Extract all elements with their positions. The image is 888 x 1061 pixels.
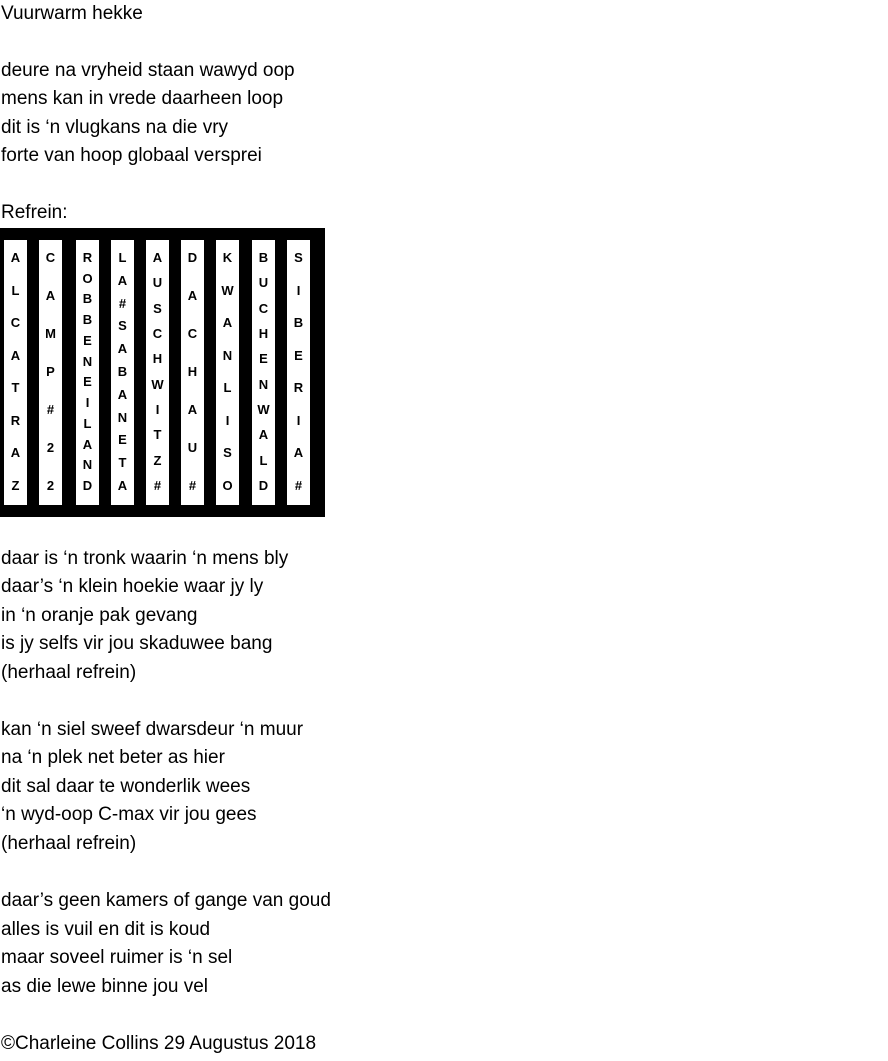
gate-bar: [216, 240, 239, 505]
gate-bar-letter: 2: [46, 440, 55, 455]
stanza-line: kan ‘n siel sweef dwarsdeur ‘n muur: [1, 719, 304, 740]
stanza-line: daar’s geen kamers of gange van goud: [1, 890, 331, 911]
gate-bar-letter: I: [155, 402, 160, 417]
poem-title: Vuurwarm hekke: [1, 3, 143, 24]
gate-bar-letter: E: [83, 374, 92, 390]
stanza-line: deure na vryheid staan wawyd oop: [1, 60, 295, 81]
gate-bar-letter: N: [117, 409, 128, 425]
gate-bar-letter: W: [151, 376, 164, 392]
gate-bar-letter: A: [117, 386, 128, 402]
gate-bar-letter: #: [46, 402, 55, 417]
gate-bar-letter: A: [82, 436, 93, 452]
gate-bar-letter: A: [258, 427, 269, 443]
gate-bar-letter: K: [222, 250, 233, 265]
gate-bar-letter: E: [294, 347, 303, 363]
gate-bar-letter: A: [117, 478, 128, 493]
gate-bar-letter: A: [152, 250, 163, 265]
gate-graphic: [0, 228, 325, 517]
gate-bar-letter: A: [187, 402, 198, 417]
stanza-line: maar soveel ruimer is ‘n sel: [1, 947, 233, 968]
repeat-refrain-note: (herhaal refrein): [1, 662, 137, 683]
gate-bar-letter: T: [11, 380, 20, 396]
stanza-line: daar is ‘n tronk waarin ‘n mens bly: [1, 548, 289, 569]
stanza-line: dit sal daar te wonderlik wees: [1, 776, 251, 797]
gate-bar-letter: D: [82, 478, 93, 493]
gate-bar-letter: A: [10, 445, 21, 461]
gate-bar-letter: N: [258, 376, 269, 392]
gate-bar-letter: L: [118, 250, 127, 265]
stanza-line: na ‘n plek net beter as hier: [1, 747, 225, 768]
gate-bar-letter: D: [258, 478, 269, 493]
stanza-line: ‘n wyd-oop C-max vir jou gees: [1, 804, 257, 825]
gate-bar-letter: D: [187, 250, 198, 265]
gate-bar-letter: N: [82, 353, 93, 369]
gate-bar-letter: E: [83, 332, 92, 348]
gate-bar-letter: H: [258, 326, 269, 341]
gate-bar-letter: A: [222, 315, 233, 331]
gate-bar-letter: C: [45, 250, 56, 265]
gate-bar-letter: I: [85, 395, 90, 411]
gate-bar-letter: T: [118, 455, 127, 471]
gate-bar-letter: R: [82, 250, 93, 265]
gate-bar: [4, 240, 27, 505]
gate-bar-letter: R: [10, 412, 21, 428]
stanza-line: in ‘n oranje pak gevang: [1, 605, 198, 626]
gate-bar-letter: L: [223, 380, 232, 396]
gate-bar-letter: U: [258, 275, 269, 291]
repeat-refrain-note: (herhaal refrein): [1, 833, 137, 854]
stanza-line: alles is vuil en dit is koud: [1, 919, 211, 940]
gate-bar-letter: W: [221, 282, 234, 298]
gate-bar-letter: A: [10, 250, 21, 265]
gate-bar-letter: S: [223, 445, 232, 461]
gate-bar-letter: A: [117, 272, 128, 288]
gate-bar: [287, 240, 310, 505]
gate-bar-letter: U: [152, 275, 163, 291]
gate-bar-letter: E: [259, 351, 268, 367]
gate-bar-letter: A: [45, 288, 56, 303]
gate-bar-letter: L: [11, 282, 20, 298]
gate-bar-letter: N: [82, 457, 93, 473]
gate-bar-letter: Z: [153, 452, 162, 468]
gate-bar: [146, 240, 169, 505]
gate-bar: [111, 240, 134, 505]
gate-bar-letter: C: [10, 315, 21, 331]
gate-bar-letter: C: [258, 300, 269, 316]
gate-bar-letter: #: [188, 478, 197, 493]
gate-bar-letter: R: [293, 380, 304, 396]
stanza-line: mens kan in vrede daarheen loop: [1, 88, 284, 109]
gate-bar-letter: B: [293, 315, 304, 331]
gate-bar-letter: I: [225, 412, 230, 428]
gate-bar-letter: I: [296, 412, 301, 428]
gate-bar-letter: O: [82, 270, 93, 286]
stanza-line: as die lewe binne jou vel: [1, 976, 209, 997]
gate-bar-letter: H: [187, 364, 198, 379]
gate-bar-letter: A: [187, 288, 198, 303]
gate-bar-letter: I: [296, 282, 301, 298]
gate-bar-letter: S: [294, 250, 303, 265]
gate-bar-letter: O: [222, 478, 233, 493]
gate-bar-letter: E: [118, 432, 127, 448]
gate-bar-letter: B: [258, 250, 269, 265]
gate-bar-letter: A: [293, 445, 304, 461]
gate-bar-letter: S: [118, 318, 127, 334]
gate-bar-letter: C: [187, 326, 198, 341]
copyright: ©Charleine Collins 29 Augustus 2018: [1, 1033, 317, 1054]
gate-bar-letter: M: [45, 326, 56, 341]
gate-bar-letter: U: [187, 440, 198, 455]
gate-bar-letter: 2: [46, 478, 55, 493]
gate-bar-letter: H: [152, 351, 163, 367]
stanza-line: is jy selfs vir jou skaduwee bang: [1, 633, 273, 654]
gate-bar-letter: #: [153, 478, 162, 493]
gate-bar: [181, 240, 204, 505]
gate-bar: [252, 240, 275, 505]
gate-bar-letter: W: [257, 402, 270, 417]
refrain-label: Refrein:: [1, 202, 68, 223]
stanza-line: daar’s ‘n klein hoekie waar jy ly: [1, 576, 264, 597]
stanza-line: forte van hoop globaal versprei: [1, 145, 262, 166]
gate-bar-letter: #: [118, 295, 127, 311]
gate-bar-letter: C: [152, 326, 163, 341]
gate-bar-letter: B: [82, 312, 93, 328]
gate-bar-letter: T: [153, 427, 162, 443]
gate-bar-letter: S: [153, 300, 162, 316]
gate-bar-letter: A: [10, 347, 21, 363]
gate-bar-letter: #: [294, 478, 303, 493]
gate-bar-letter: N: [222, 347, 233, 363]
gate-bar-letter: B: [117, 364, 128, 379]
gate-bar-letter: L: [83, 415, 92, 431]
gate-bar: [39, 240, 62, 505]
gate-bar-letter: B: [82, 291, 93, 307]
gate-bar-letter: Z: [11, 478, 20, 493]
gate-bar-letter: L: [259, 452, 268, 468]
gate-bar-letter: P: [46, 364, 55, 379]
stanza-line: dit is ‘n vlugkans na die vry: [1, 117, 229, 138]
gate-bar-letter: A: [117, 341, 128, 357]
gate-bar: [76, 240, 99, 505]
